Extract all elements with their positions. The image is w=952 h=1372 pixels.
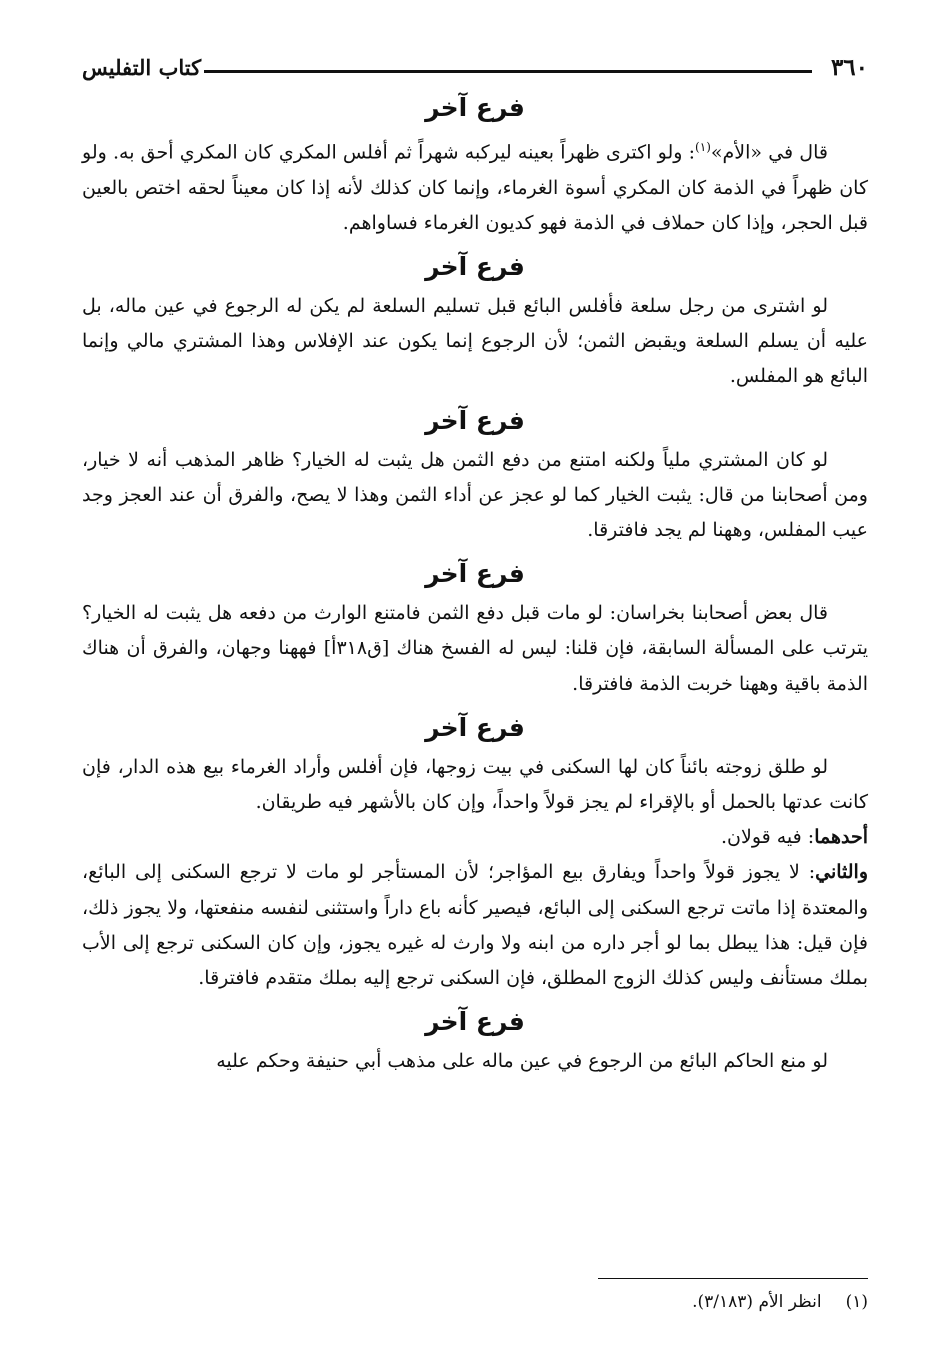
footnote-separator — [598, 1278, 868, 1279]
paragraph: لو منع الحاكم البائع من الرجوع في عين ماله على مذهب أبي حنيفة وحكم عليه — [216, 1050, 828, 1073]
paragraph-text: : لا يجوز قولاً واحداً ويفارق بيع المؤاجر؛ لأن المستأجر لو مات لا ترجع السكنى إلى البائع، والمعتدة إذا ماتت ترجع السكنى إلى البائع، فيصير كأنه باع داراً واستثنى لنفسه منفعتها، ولا يجوز ذلك، فإن قيل: هذا يبطل بما لو أجر داره من ابنه ولا وارث له غيره يجوز، وإن كان السكنى ترجع إلى الأب بملك مستأنف وليس كذلك الزوج المطلق، فإن السكنى ترجع إليه بملك متقدم فافترقا. — [82, 861, 868, 989]
paragraph — [82, 130, 868, 241]
paragraph-first-opinion — [82, 820, 868, 855]
section-title: فرع آخر — [425, 712, 525, 742]
footnote-text: انظر الأم (٣/١٨٣). — [692, 1292, 822, 1312]
section-4 — [82, 558, 868, 702]
section-5 — [82, 712, 868, 996]
paragraph: لو كان المشتري ملياً ولكنه امتنع من دفع الثمن هل يثبت له الخيار؟ ظاهر المذهب أنه لا خيار، ومن أصحابنا من قال: يثبت الخيار كما لو عجز عن أداء الثمن وهذا لا يصح، والفرق أن عند العجز وجد عيب المفلس، وههنا لم يجد فافترقا. — [82, 448, 868, 541]
footnote — [82, 1288, 868, 1316]
paragraph: لو طلق زوجته بائناً كان لها السكنى في بيت زوجها، فإن أفلس وأراد الغرماء بيع هذه الدار، فإن كانت عدتها بالحمل أو بالإقراء لم يجز قولاً واحداً، وإن كان بالأشهر فيه طريقان. — [82, 755, 868, 813]
section-2 — [82, 251, 868, 395]
section-title: فرع آخر — [425, 93, 525, 122]
page-number: ٣٦٠ — [830, 54, 868, 81]
section-6 — [82, 1006, 868, 1079]
section-title: فرع آخر — [425, 1007, 525, 1037]
section-title: فرع آخر — [425, 405, 525, 435]
paragraph: قال بعض أصحابنا بخراسان: لو مات قبل دفع الثمن فامتنع الوارث من دفعه هل يثبت له الخيار؟ يترتب على المسألة السابقة، فإن قلنا: ليس له الفسخ هناك [ق٣١٨أ] فههنا وجهان، والفرق أن هناك الذمة باقية وههنا خربت الذمة فافترقا. — [82, 602, 868, 695]
section-title: فرع آخر — [425, 559, 525, 589]
paragraph-lead: أحدهما — [814, 826, 868, 849]
paragraph: لو اشترى من رجل سلعة فأفلس البائع قبل تسليم السلعة لم يكن له الرجوع في عين ماله، بل عليه أن يسلم السلعة ويقبض الثمن؛ لأن الرجوع إنما يكون عند الإفلاس وهذا المشتري مالي وإنما البائع هو المفلس. — [82, 294, 868, 388]
paragraph-text-continued: : ولو اكترى ظهراً بعينه ليركبه شهراً ثم أفلس المكري كان المكري أحق به. ولو كان ظهراً في الذمة كان المكري أسوة الغرماء، وإنما كان كذلك لأنه إذا كان معيناً لحقه اختص بالعين قبل الحجر، وإذا كان حملاف في الذمة فهو كديون الغرماء فساواهم. — [82, 141, 868, 234]
footnote-number: (١) — [845, 1292, 868, 1312]
section-title: فرع آخر — [425, 251, 525, 281]
section-3 — [82, 405, 868, 549]
paragraph-text: : فيه قولان. — [720, 826, 815, 849]
footnote-reference[interactable]: (١) — [695, 140, 711, 154]
book-title: كتاب التفليس — [82, 55, 202, 80]
paragraph-text: قال في «الأم» — [710, 141, 828, 164]
header-rule — [204, 70, 812, 73]
paragraph-lead: والثاني — [815, 861, 868, 884]
paragraph-second-opinion — [82, 855, 868, 996]
section-1 — [82, 92, 868, 241]
running-header — [82, 50, 868, 90]
page-body — [82, 92, 868, 1079]
